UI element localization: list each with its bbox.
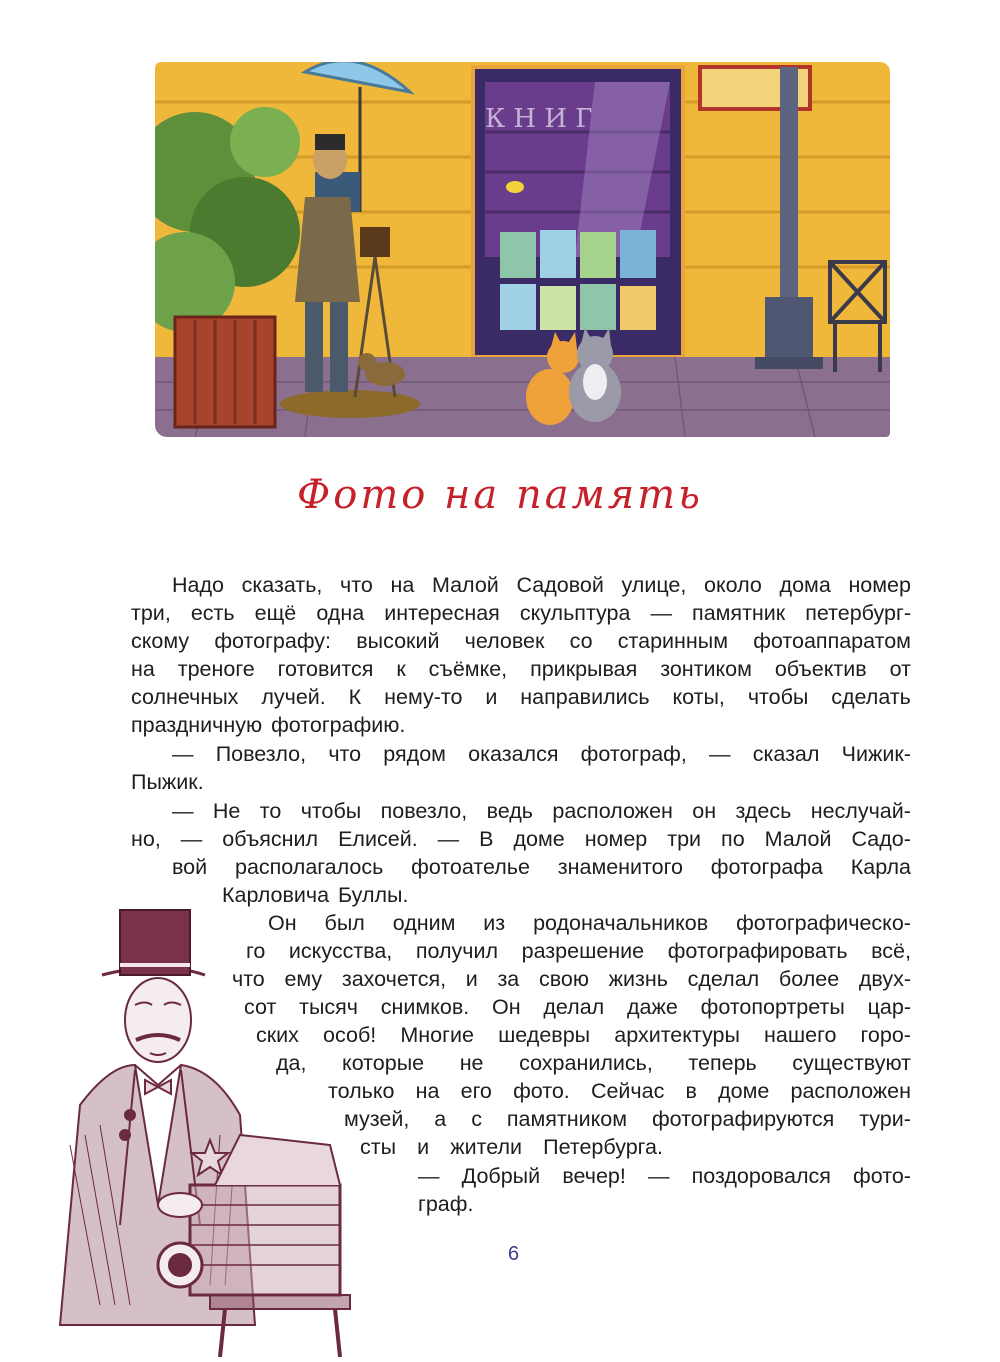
text-line — [172, 853, 911, 881]
text-line — [172, 571, 911, 599]
word: лучей. — [261, 685, 326, 709]
word: расположен — [552, 799, 673, 823]
word: сделать — [831, 685, 911, 709]
text-line — [276, 1049, 911, 1077]
word: горо- — [860, 1023, 911, 1047]
word: то — [259, 799, 282, 823]
word: оказался — [468, 742, 559, 766]
word: всё, — [871, 939, 911, 963]
word: — — [172, 799, 194, 823]
word: захочется, — [341, 967, 447, 991]
word: — — [418, 1164, 440, 1188]
word: был — [324, 911, 365, 935]
photographer-portrait — [40, 905, 370, 1357]
word: около — [704, 573, 762, 597]
word: от — [889, 657, 911, 681]
word: тури- — [859, 1107, 911, 1131]
word: Петербурга. — [543, 1135, 663, 1159]
word: да, — [276, 1051, 307, 1075]
word: особ! — [323, 1023, 377, 1047]
word: получил — [415, 939, 499, 963]
word: одна — [316, 601, 365, 625]
street-illustration — [155, 62, 890, 437]
word: располагалось — [234, 855, 384, 879]
word: — — [709, 742, 731, 766]
word: зонтиком — [660, 657, 752, 681]
word: и — [417, 1135, 430, 1159]
text-line — [172, 740, 911, 768]
word: к — [396, 657, 406, 681]
shop-sign: К Н И Г — [485, 104, 593, 134]
word: скому — [131, 629, 190, 653]
word: и — [485, 685, 498, 709]
word: двух- — [858, 967, 911, 991]
word: номер — [848, 573, 911, 597]
word: фотографию. — [271, 713, 406, 737]
word: что — [340, 573, 373, 597]
word: фотографическо- — [736, 911, 911, 935]
chapter-title: Фото на память — [297, 472, 703, 518]
word: коты, — [672, 685, 725, 709]
word: праздничную — [131, 713, 263, 737]
word: объектив — [774, 657, 867, 681]
word: разрешение — [521, 939, 645, 963]
word: три — [667, 827, 702, 851]
word: ещё — [254, 601, 297, 625]
word: знаменитого — [557, 855, 683, 879]
word: Сейчас — [590, 1079, 665, 1103]
word: в — [685, 1079, 697, 1103]
word: готовится — [277, 657, 374, 681]
word: чтобы — [747, 685, 809, 709]
word: Пыжик. — [131, 770, 204, 794]
word: которые — [342, 1051, 425, 1075]
word: фото- — [853, 1164, 911, 1188]
text-line — [418, 1190, 500, 1218]
word: Чижик- — [841, 742, 911, 766]
text-line — [418, 1162, 911, 1190]
word: Он — [492, 995, 521, 1019]
word: шедевры — [498, 1023, 591, 1047]
word: музей, — [344, 1107, 410, 1131]
word: доме — [513, 827, 565, 851]
text-line — [131, 825, 911, 853]
word: нему-то — [384, 685, 463, 709]
word: а — [434, 1107, 447, 1131]
word: родоначальников — [533, 911, 709, 935]
word: доме — [718, 1079, 770, 1103]
word: интересная — [384, 601, 500, 625]
text-line — [131, 768, 204, 796]
word: нашего — [764, 1023, 837, 1047]
word: и — [465, 967, 478, 991]
word: поздоровался — [691, 1164, 831, 1188]
word: — — [647, 1164, 670, 1188]
word: Повезло, — [215, 742, 307, 766]
word: ведь — [486, 799, 534, 823]
word: Садовой — [516, 573, 604, 597]
word: фотографу: — [214, 629, 332, 653]
word: фотографировать — [667, 939, 848, 963]
word: улице, — [621, 573, 687, 597]
word: с — [471, 1107, 482, 1131]
word: Буллы. — [338, 883, 409, 907]
word: ему — [284, 967, 323, 991]
text-line — [344, 1105, 911, 1133]
word: Многие — [400, 1023, 474, 1047]
word: жизнь — [608, 967, 668, 991]
word: по — [721, 827, 745, 851]
word: искусства, — [288, 939, 393, 963]
word: памятником — [506, 1107, 628, 1131]
word: тысяч — [299, 995, 359, 1019]
word: сот — [244, 995, 277, 1019]
word: его — [460, 1079, 492, 1103]
word: петербург- — [805, 601, 911, 625]
word: памятник — [692, 601, 786, 625]
word: — — [172, 742, 194, 766]
word: более — [778, 967, 840, 991]
word: — — [437, 827, 460, 851]
word: даже — [627, 995, 678, 1019]
word: Садо- — [851, 827, 911, 851]
word: из — [483, 911, 506, 935]
word: фотоателье — [411, 855, 530, 879]
word: не — [459, 1051, 484, 1075]
word: К — [348, 685, 362, 709]
word: Он — [268, 911, 297, 935]
text-line — [328, 1077, 911, 1105]
word: теперь — [688, 1051, 757, 1075]
text-line — [131, 599, 911, 627]
word: фотографа — [710, 855, 823, 879]
text-line — [360, 1133, 663, 1161]
word: человек — [464, 629, 545, 653]
word: треноге — [177, 657, 255, 681]
word: вой — [172, 855, 208, 879]
word: он — [692, 799, 717, 823]
word: одним — [392, 911, 456, 935]
word: три, — [131, 601, 171, 625]
word: граф. — [418, 1192, 474, 1216]
word: го — [246, 939, 266, 963]
word: — — [650, 601, 672, 625]
word: Карла — [850, 855, 911, 879]
word: свою — [538, 967, 589, 991]
word: фотопортреты — [700, 995, 845, 1019]
word: Добрый — [461, 1164, 541, 1188]
word: направились — [520, 685, 650, 709]
word: за — [497, 967, 520, 991]
word: дома — [779, 573, 831, 597]
word: неслучай- — [810, 799, 911, 823]
word: чтобы — [300, 799, 362, 823]
word: старинным — [617, 629, 729, 653]
word: расположен — [790, 1079, 911, 1103]
word: Надо — [172, 573, 224, 597]
word: номер — [584, 827, 648, 851]
word: Елисей. — [338, 827, 418, 851]
word: со — [569, 629, 593, 653]
text-line — [131, 711, 430, 739]
word: вечер! — [562, 1164, 626, 1188]
word: снимков. — [380, 995, 470, 1019]
word: сты — [360, 1135, 397, 1159]
word: фотоаппаратом — [753, 629, 911, 653]
word: сказал — [752, 742, 820, 766]
word: фото. — [513, 1079, 570, 1103]
word: Не — [212, 799, 241, 823]
text-line — [131, 683, 911, 711]
word: сказать, — [241, 573, 323, 597]
word: жители — [450, 1135, 523, 1159]
word: ских — [256, 1023, 299, 1047]
word: архитектуры — [614, 1023, 740, 1047]
word: прикрывая — [530, 657, 638, 681]
word: В — [479, 827, 494, 851]
word: повезло, — [380, 799, 468, 823]
word: сделал — [687, 967, 760, 991]
word: на — [415, 1079, 440, 1103]
word: — — [180, 827, 203, 851]
word: скульптура — [519, 601, 631, 625]
word: делал — [543, 995, 605, 1019]
word: что — [232, 967, 265, 991]
word: сохранились, — [519, 1051, 653, 1075]
word: но, — [131, 827, 161, 851]
word: цар- — [867, 995, 911, 1019]
word: здесь — [735, 799, 792, 823]
page-number: 6 — [508, 1243, 520, 1265]
word: Малой — [431, 573, 499, 597]
word: фотограф, — [580, 742, 687, 766]
word: объяснил — [222, 827, 319, 851]
word: рядом — [383, 742, 446, 766]
text-line — [131, 627, 911, 655]
word: что — [328, 742, 362, 766]
word: есть — [190, 601, 235, 625]
word: на — [131, 657, 155, 681]
text-line — [172, 797, 911, 825]
word: фотографируются — [651, 1107, 835, 1131]
word: съёмке, — [428, 657, 508, 681]
word: на — [390, 573, 415, 597]
word: солнечных — [131, 685, 239, 709]
word: существуют — [792, 1051, 911, 1075]
word: Малой — [764, 827, 832, 851]
word: высокий — [356, 629, 440, 653]
text-line — [131, 655, 911, 683]
word: Карловича — [222, 883, 330, 907]
word: только — [328, 1079, 395, 1103]
